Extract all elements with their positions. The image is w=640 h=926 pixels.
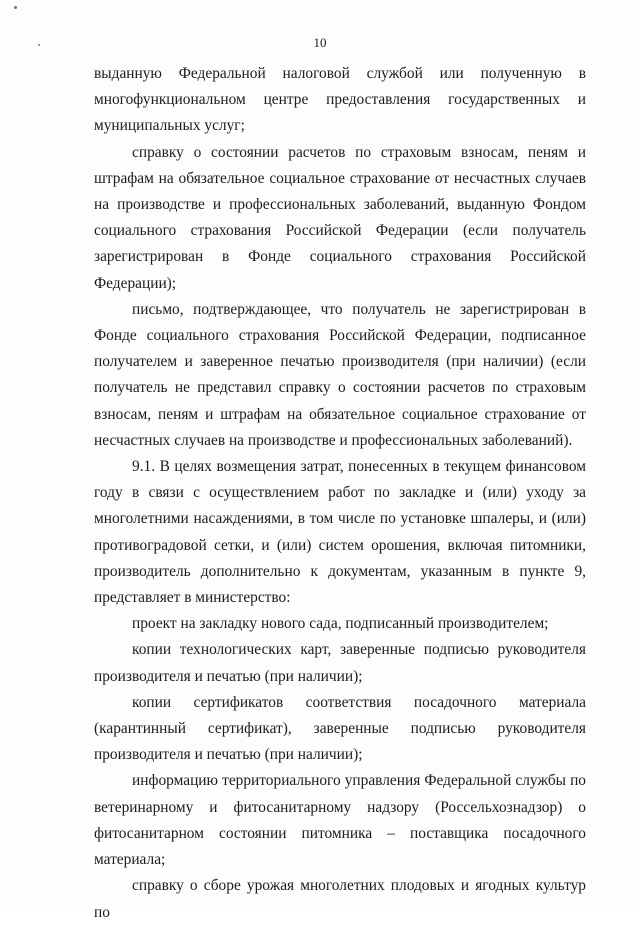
paragraph: справку о сборе урожая многолетних плодовых и ягодных культур по [94,877,586,921]
paragraph: копии технологических карт, заверенные подписью руководителя производителя и печатью (при наличии); [94,641,586,685]
page-number: 10 [313,35,327,50]
paragraph: информацию территориального управления Федеральной службы по ветеринарному и фитосанитарному надзору (Россельхознадзор) о фитосанитарном состоянии питомника – поставщика посадочного материала; [94,772,586,869]
paragraph: 9.1. В целях возмещения затрат, понесенных в текущем финансовом году в связи с осуществлением работ по закладке и (или) уходу за многолетними насаждениями, в том числе по установке шпалеры, и (или) противоградовой сетки, и (или) систем орошения, включая питомники, производитель дополнительно к документам, указанным в пункте 9, представляет в министерство: [94,458,586,607]
paragraph: письмо, подтверждающее, что получатель не зарегистрирован в Фонде социального страхования Российской Федерации, подписанное получателем и заверенное печатью производителя (при наличии) (если получатель не представил справку о состоянии расчетов по страховым взносам, пеням и штрафам на обязательное социальное страхование от несчастных случаев на производстве и профессиональных заболеваний). [94,300,586,449]
paragraph: справку о состоянии расчетов по страховым взносам, пеням и штрафам на обязательное социальное страхование от несчастных случаев на производстве и профессиональных заболеваний, выданную Фондом социального страхования Российской Федерации (если получатель зарегистрирован в Фонде социального страхования Российской Федерации); [94,143,586,292]
paragraph: выданную Федеральной налоговой службой или полученную в многофункциональном центре предоставления государственных и муниципальных услуг; [94,65,586,135]
scan-speck [14,6,17,9]
document-body [94,61,586,926]
paragraph: копии сертификатов соответствия посадочного материала (карантинный сертификат), заверенные подписью руководителя производителя и печатью (при наличии); [94,693,586,764]
paragraph: проект на закладку нового сада, подписанный производителем; [132,615,549,633]
